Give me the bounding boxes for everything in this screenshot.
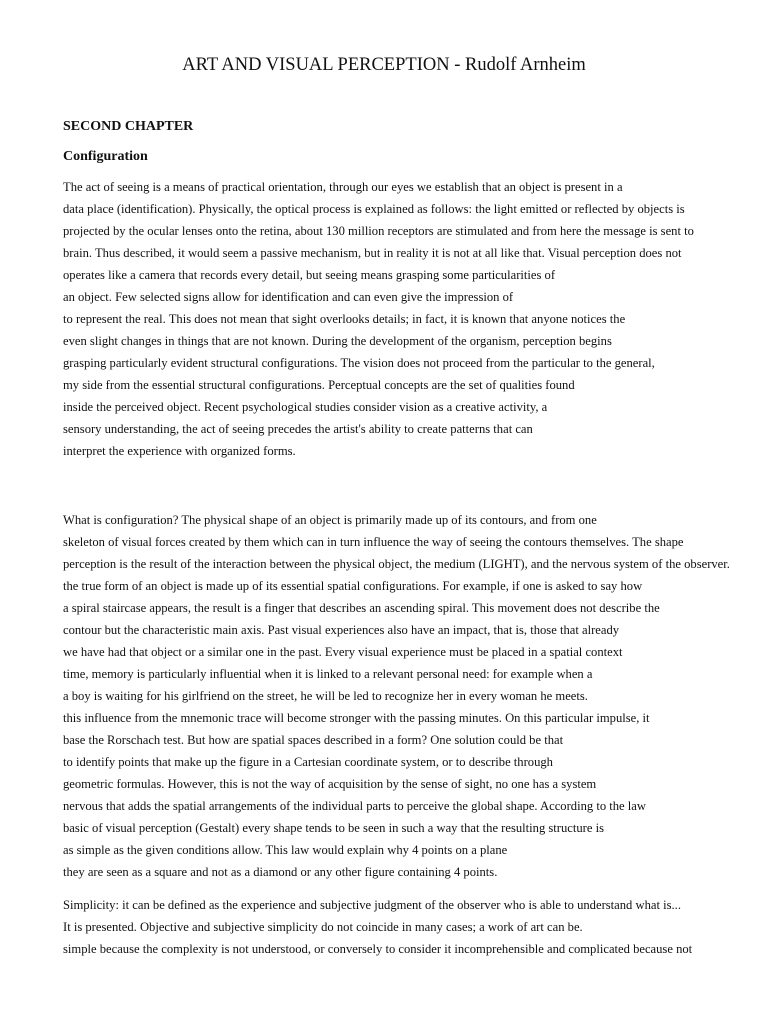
text-line: as simple as the given conditions allow. This law would explain why 4 points on a plane [63,843,508,857]
text-line: grasping particularly evident structural configurations. The vision does not proceed from the particular to the general, [63,356,655,370]
text-line: my side from the essential structural configurations. Perceptual concepts are the set of qualities found [63,378,575,392]
text-line: contour but the characteristic main axis. Past visual experiences also have an impact, that is, those that already [63,623,620,637]
text-line: the true form of an object is made up of its essential spatial configurations. For example, if one is asked to say how [63,579,643,593]
text-line: inside the perceived object. Recent psychological studies consider vision as a creative activity, a [63,400,548,414]
text-line: basic of visual perception (Gestalt) every shape tends to be seen in such a way that the resulting structure is [63,821,605,835]
text-line: operates like a camera that records every detail, but seeing means grasping some particularities of [63,268,556,282]
text-line: time, memory is particularly influential when it is linked to a relevant personal need: for example when a [63,667,593,681]
text-line: to represent the real. This does not mean that sight overlooks details; in fact, it is known that anyone notices the [63,312,626,326]
text-line: we have had that object or a similar one in the past. Every visual experience must be placed in a spatial context [63,645,623,659]
document-title: ART AND VISUAL PERCEPTION - Rudolf Arnheim [182,55,586,75]
text-line: base the Rorschach test. But how are spatial spaces described in a form? One solution could be that [63,733,564,747]
paragraph-simplicity [63,894,692,960]
text-line: brain. Thus described, it would seem a passive mechanism, but in reality it is not at all like that. Visual perception does not [63,246,682,260]
text-line: skeleton of visual forces created by them which can in turn influence the way of seeing the contours themselves. The shape [63,535,684,549]
text-line: What is configuration? The physical shape of an object is primarily made up of its contours, and from one [63,513,597,527]
text-line: geometric formulas. However, this is not the way of acquisition by the sense of sight, no one has a system [63,777,597,791]
text-line: The act of seeing is a means of practical orientation, through our eyes we establish that an object is present in a [63,180,623,194]
text-line: a boy is waiting for his girlfriend on the street, he will be led to recognize her in every woman he meets. [63,689,588,703]
text-line: a spiral staircase appears, the result is a finger that describes an ascending spiral. This movement does not describe the [63,601,660,615]
text-line: simple because the complexity is not understood, or conversely to consider it incomprehensible and complicated because not [63,942,693,956]
section-heading: Configuration [63,149,148,164]
text-line: data place (identification). Physically, the optical process is explained as follows: the light emitted or reflected by objects is [63,202,685,216]
text-line: nervous that adds the spatial arrangements of the individual parts to perceive the global shape. According to the law [63,799,646,813]
text-line: an object. Few selected signs allow for identification and can even give the impression of [63,290,514,304]
text-line: this influence from the mnemonic trace will become stronger with the passing minutes. On this particular impulse, it [63,711,650,725]
text-line: perception is the result of the interaction between the physical object, the medium (LIGHT), and the nervous system of the observer. [63,557,730,571]
text-line: projected by the ocular lenses onto the retina, about 130 million receptors are stimulated and from here the message is sent to [63,224,694,238]
text-line: sensory understanding, the act of seeing precedes the artist's ability to create patterns that can [63,422,533,436]
text-line: interpret the experience with organized forms. [63,444,296,458]
text-line: It is presented. Objective and subjective simplicity do not coincide in many cases; a work of art can be. [63,920,583,934]
chapter-heading: SECOND CHAPTER [63,119,194,134]
text-line: they are seen as a square and not as a diamond or any other figure containing 4 points. [63,865,498,879]
text-line: Simplicity: it can be defined as the experience and subjective judgment of the observer who is able to understand what is... [63,898,681,912]
text-line: to identify points that make up the figure in a Cartesian coordinate system, or to describe through [63,755,553,769]
paragraph-configuration [63,509,730,883]
text-line: even slight changes in things that are not known. During the development of the organism, perception begins [63,334,612,348]
paragraph-perception [63,176,694,462]
